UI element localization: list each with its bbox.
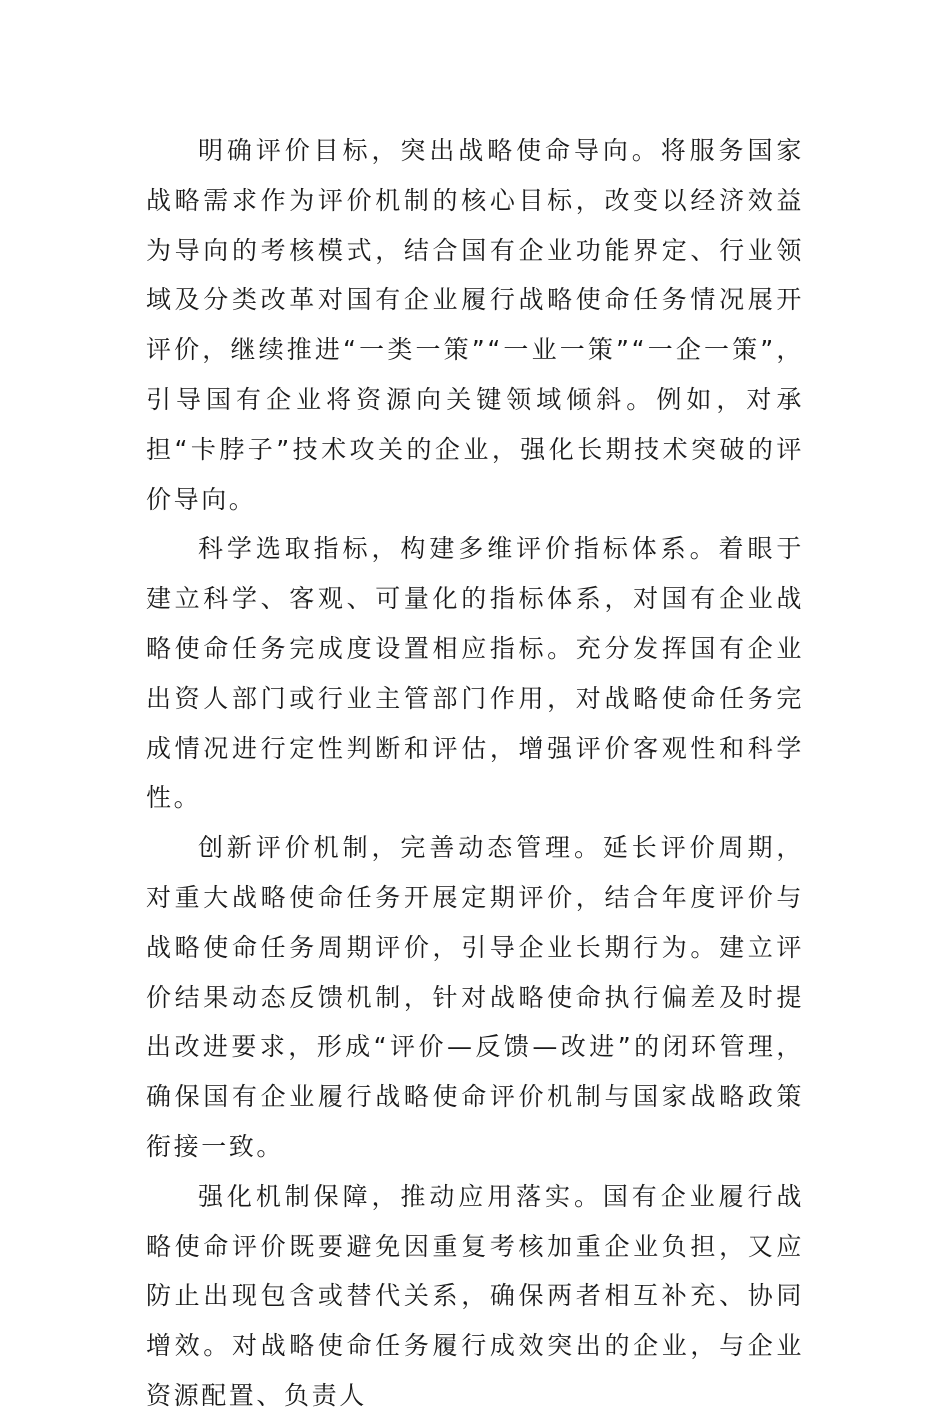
paragraph-evaluation-goals: 明确评价目标，突出战略使命导向。将服务国家战略需求作为评价机制的核心目标，改变以经济效益为导向的考核模式，结合国有企业功能界定、行业领域及分类改革对国有企业履行战略使命任务情况展开评价，继续推进“一类一策”“一业一策”“一企一策”，引导国有企业将资源向关键领域倾斜。例如，对承担“卡脖子”技术攻关的企业，强化长期技术突破的评价导向。 [146, 136, 804, 514]
paragraph-dynamic-management: 创新评价机制，完善动态管理。延长评价周期，对重大战略使命任务开展定期评价，结合年度评价与战略使命任务周期评价，引导企业长期行为。建立评价结果动态反馈机制，针对战略使命执行偏差及时提出改进要求，形成“评价—反馈—改进”的闭环管理，确保国有企业履行战略使命评价机制与国家战略政策衔接一致。 [146, 833, 804, 1161]
paragraph-mechanism-guarantee: 强化机制保障，推动应用落实。国有企业履行战略使命评价既要避免因重复考核加重企业负担，又应防止出现包含或替代关系，确保两者相互补充、协同增效。对战略使命任务履行成效突出的企业，与企业资源配置、负责人 [146, 1181, 804, 1410]
paragraph-indicator-system: 科学选取指标，构建多维评价指标体系。着眼于建立科学、客观、可量化的指标体系，对国有企业战略使命任务完成度设置相应指标。充分发挥国有企业出资人部门或行业主管部门作用，对战略使命任务完成情况进行定性判断和评估，增强评价客观性和科学性。 [146, 534, 804, 813]
document-body [146, 126, 804, 1421]
